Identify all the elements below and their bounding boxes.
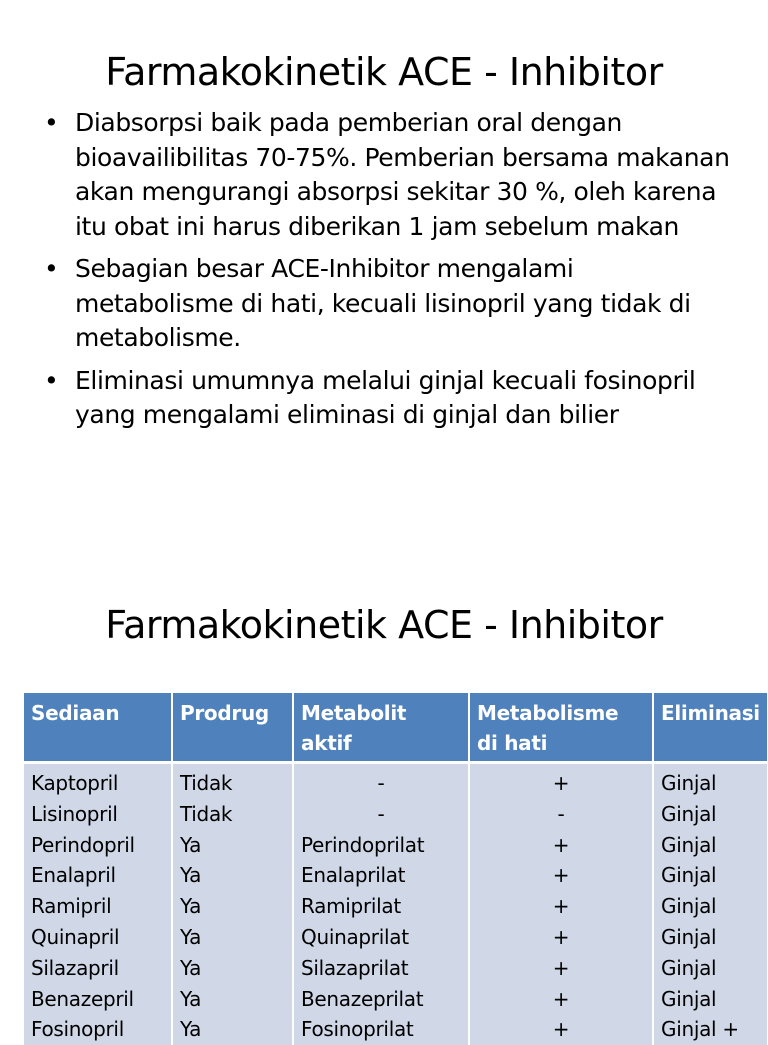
bullet-dot-icon: • [44,254,59,283]
table-cell: + [469,953,653,984]
table-row [24,953,767,984]
table-cell: Lisinopril [24,799,172,830]
table-cell: Ya [172,830,293,861]
table-cell: Perindopril [24,830,172,861]
bullet-dot-icon: • [44,108,59,137]
table-cell: Fosinoprilat [293,1014,469,1045]
table-cell: Ya [172,1014,293,1045]
table-cell: Ya [172,891,293,922]
bullet-text: Diabsorpsi baik pada pemberian oral dengan bioavailibilitas 70-75%. Pemberian bersama makanan akan mengurangi absorpsi sekitar 30 %, oleh karena itu obat ini harus diberikan 1 jam sebelum makan [75,108,730,241]
column-header: Sediaan [24,693,172,763]
column-header: Prodrug [172,693,293,763]
table-cell: Quinapril [24,922,172,953]
table-cell: Ginjal [653,922,767,953]
table-row [24,763,767,799]
table-cell: Ginjal [653,891,767,922]
bullet-text: Eliminasi umumnya melalui ginjal kecuali fosinopril yang mengalami eliminasi di ginjal dan bilier [75,365,696,429]
bullet-item [44,106,734,244]
table-cell: + [469,1014,653,1045]
table-cell: Ramiprilat [293,891,469,922]
table-cell: Ya [172,953,293,984]
table-row [24,984,767,1015]
table-cell: Ginjal [653,953,767,984]
table-row [24,891,767,922]
column-header: Metabolit aktif [293,693,469,763]
table-cell: Benazeprilat [293,984,469,1015]
table-cell: Ya [172,922,293,953]
table-cell: Silazaprilat [293,953,469,984]
column-header: Eliminasi [653,693,767,763]
table-cell: + [469,763,653,799]
table-cell: + [469,922,653,953]
table-cell: Tidak [172,763,293,799]
table-cell: Enalaprilat [293,860,469,891]
table-cell: - [293,799,469,830]
table-cell: Ginjal + [653,1014,767,1045]
table-cell: Ginjal [653,799,767,830]
table-row [24,830,767,861]
table-cell: Ginjal [653,984,767,1015]
table-row [24,1014,767,1045]
table-cell: - [469,799,653,830]
table-cell: + [469,984,653,1015]
table-row [24,860,767,891]
table-row [24,922,767,953]
table-cell: + [469,860,653,891]
pharmacokinetics-table [24,693,767,1045]
bullet-item [44,252,734,356]
table-cell: Kaptopril [24,763,172,799]
table-cell: Fosinopril [24,1014,172,1045]
bullet-text: Sebagian besar ACE-Inhibitor mengalami metabolisme di hati, kecuali lisinopril yang tidak di metabolisme. [75,254,691,352]
table-cell: Ginjal [653,763,767,799]
table-cell: Quinaprilat [293,922,469,953]
table-cell: Ya [172,984,293,1015]
table-header-row [24,693,767,763]
slide-title: Farmakokinetik ACE - Inhibitor [105,50,663,94]
table-cell: + [469,830,653,861]
bullet-dot-icon: • [44,365,59,395]
table-cell: Benazepril [24,984,172,1015]
slide-title-2: Farmakokinetik ACE - Inhibitor [105,603,663,647]
table-cell: Silazapril [24,953,172,984]
table-cell: Perindoprilat [293,830,469,861]
table-cell: Ginjal [653,830,767,861]
column-header: Metabolisme di hati [469,693,653,763]
bullet-item [44,364,734,433]
table-cell: Ramipril [24,891,172,922]
table-row [24,799,767,830]
table-cell: Ya [172,860,293,891]
table-cell: Ginjal [653,860,767,891]
table-cell: - [293,763,469,799]
table-cell: Tidak [172,799,293,830]
table-cell: + [469,891,653,922]
table-cell: Enalapril [24,860,172,891]
bullet-list [44,106,734,441]
